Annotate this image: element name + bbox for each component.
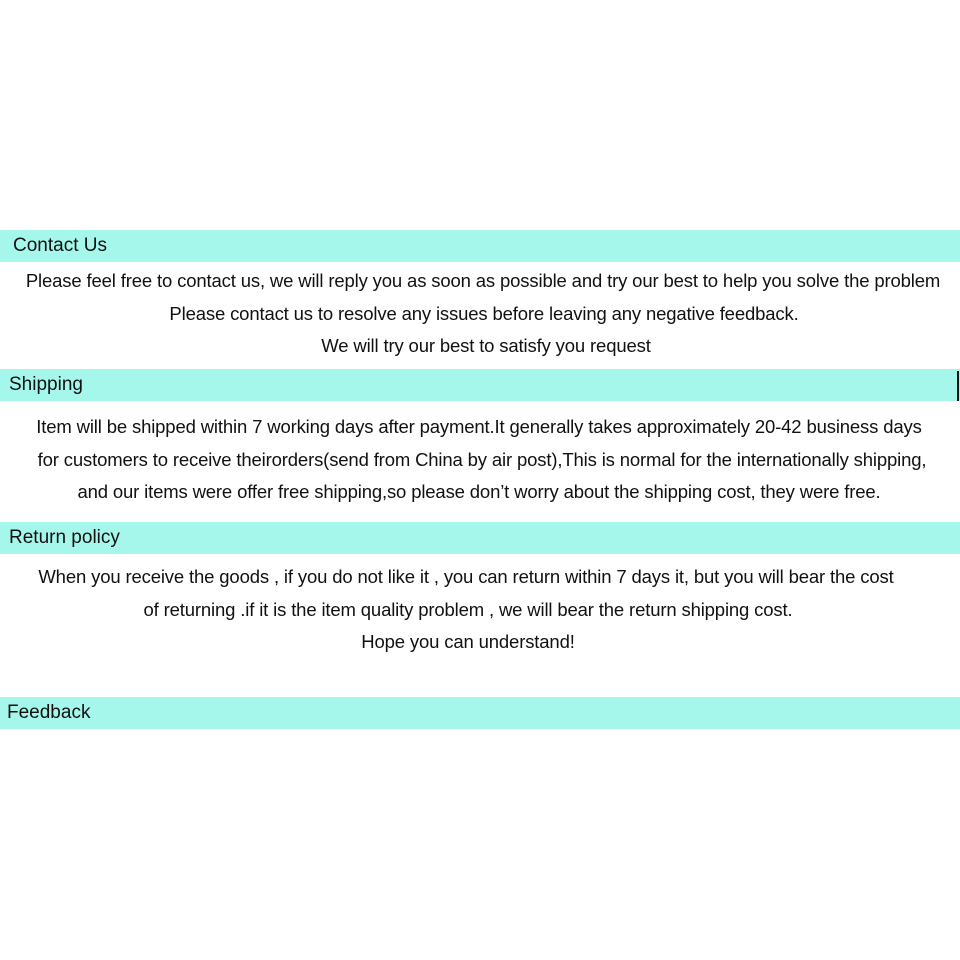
contact-line-2: Please contact us to resolve any issues before leaving any negative feedback. [169,303,799,324]
contact-us-header [0,230,960,262]
text-cursor-icon [957,371,959,401]
shipping-header [0,369,960,401]
feedback-header [0,697,960,729]
contact-line-3: We will try our best to satisfy you request [321,335,651,356]
return-line-3: Hope you can understand! [361,631,575,652]
return-line-1: When you receive the goods , if you do not like it , you can return within 7 days it, but you will bear the cost [38,566,894,587]
return-policy-header [0,522,960,554]
return-policy-title: Return policy [9,527,120,548]
shipping-line-3: and our items were offer free shipping,so please don’t worry about the shipping cost, they were free. [77,481,881,502]
return-line-2: of returning .if it is the item quality problem , we will bear the return shipping cost. [143,599,793,620]
shipping-line-1: Item will be shipped within 7 working days after payment.It generally takes approximately 20-42 business days [36,416,922,437]
shipping-line-2: for customers to receive theirorders(send from China by air post),This is normal for the internationally shipping, [37,449,927,470]
shipping-title: Shipping [9,374,83,395]
contact-us-title: Contact Us [13,235,107,256]
feedback-title: Feedback [7,702,91,723]
contact-line-1: Please feel free to contact us, we will reply you as soon as possible and try our best to help you solve the problem [25,270,941,291]
